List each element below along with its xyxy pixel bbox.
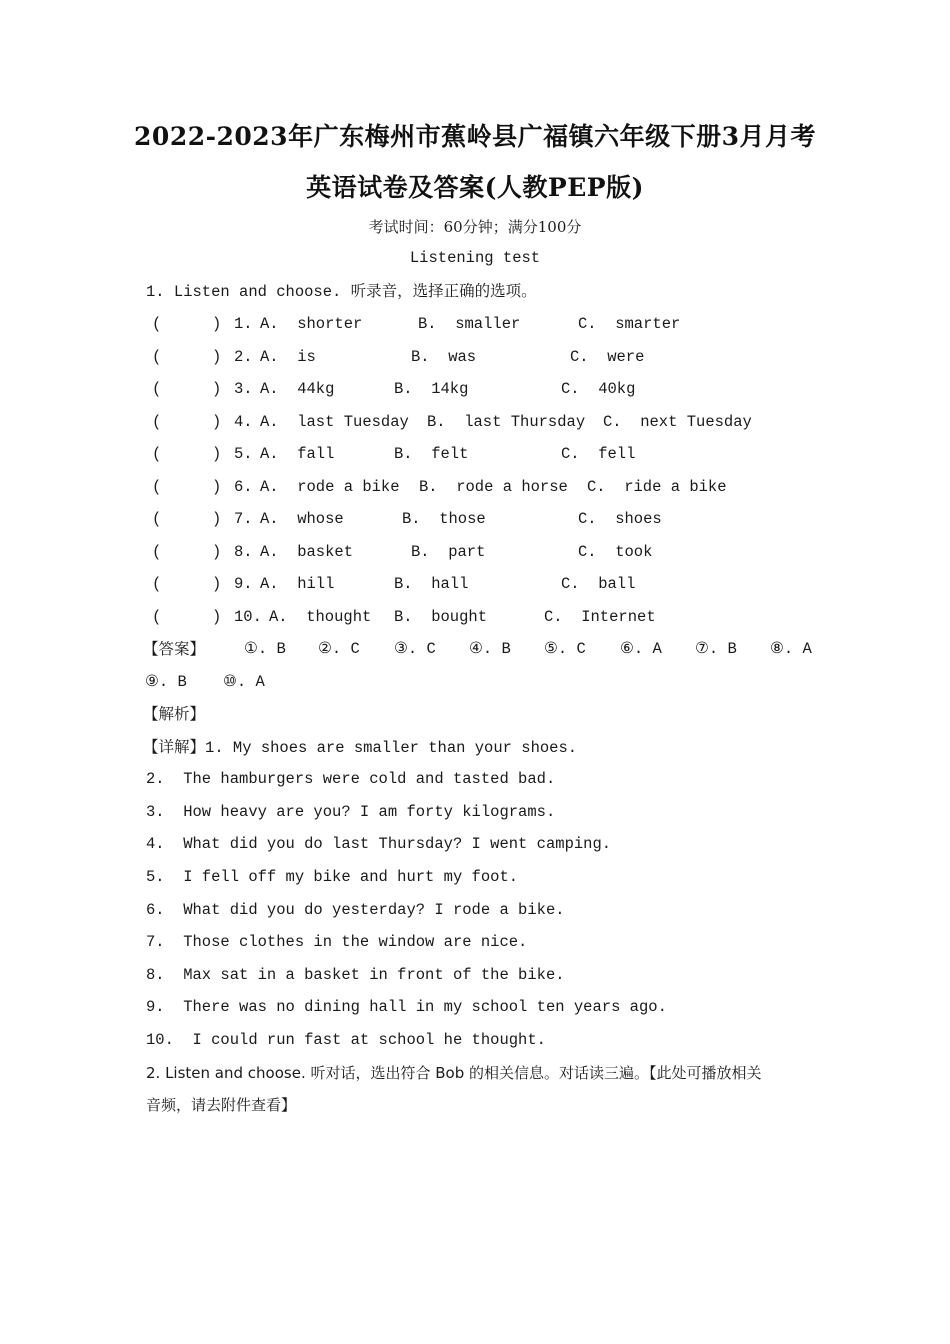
answer-label: 【答案】 xyxy=(143,640,206,658)
answer-item: ⑥. A xyxy=(620,640,662,658)
question-1-item xyxy=(146,475,846,499)
question-1-item xyxy=(146,377,846,401)
question-2-prompt-continued: 音频，请去附件查看】 xyxy=(146,1096,297,1114)
item-number: 2. xyxy=(234,348,253,366)
answer-row-2 xyxy=(146,670,846,694)
answer-paren-open: ( xyxy=(152,478,162,496)
explanation-row xyxy=(143,735,577,759)
option-c: C. took xyxy=(578,543,653,561)
option-b: B. part xyxy=(411,543,486,561)
option-b: B. felt xyxy=(394,445,469,463)
answer-paren-close: ) xyxy=(212,575,222,593)
option-b: B. was xyxy=(411,348,477,366)
option-c: C. shoes xyxy=(578,510,662,528)
option-a: A. last Tuesday xyxy=(260,413,409,431)
explanation-line: 10. I could run fast at school he thought. xyxy=(146,1031,546,1049)
option-c: C. were xyxy=(570,348,645,366)
explanation-line: 2. The hamburgers were cold and tasted bad. xyxy=(146,770,556,788)
answer-item: ⑦. B xyxy=(695,640,737,658)
answer-paren-open: ( xyxy=(152,543,162,561)
option-b: B. bought xyxy=(394,608,488,626)
option-b: B. hall xyxy=(394,575,469,593)
answer-item: ①. B xyxy=(244,640,286,658)
option-c: C. 40kg xyxy=(561,380,636,398)
answer-paren-open: ( xyxy=(152,445,162,463)
option-b: B. 14kg xyxy=(394,380,469,398)
answer-paren-close: ) xyxy=(212,315,222,333)
answer-paren-open: ( xyxy=(152,380,162,398)
explanation-line: 5. I fell off my bike and hurt my foot. xyxy=(146,868,519,886)
explanation-line: 6. What did you do yesterday? I rode a bike. xyxy=(146,901,565,919)
document-title-line-2: 英语试卷及答案(人教PEP版) xyxy=(306,173,644,202)
question-1-item xyxy=(146,605,846,629)
section-heading: Listening test xyxy=(409,249,541,267)
option-a: A. rode a bike xyxy=(260,478,400,496)
option-a: A. thought xyxy=(269,608,372,626)
item-number: 7. xyxy=(234,510,253,528)
question-2-prompt: 2. Listen and choose. 听对话，选出符合 Bob 的相关信息。对话读三遍。【此处可播放相关 xyxy=(146,1064,762,1082)
answer-item: ③. C xyxy=(394,640,436,658)
question-1-prompt: 1. Listen and choose. 听录音，选择正确的选项。 xyxy=(146,283,537,301)
explanation-text: 1. My shoes are smaller than your shoes. xyxy=(205,739,578,757)
item-number: 4. xyxy=(234,413,253,431)
item-number: 10. xyxy=(234,608,262,626)
option-a: A. whose xyxy=(260,510,344,528)
answer-item: ⑤. C xyxy=(544,640,586,658)
option-c: C. Internet xyxy=(544,608,656,626)
option-b: B. last Thursday xyxy=(427,413,586,431)
explanation-line: 7. Those clothes in the window are nice. xyxy=(146,933,528,951)
answer-row-1 xyxy=(143,637,846,661)
answer-paren-open: ( xyxy=(152,413,162,431)
answer-paren-close: ) xyxy=(212,510,222,528)
question-1-item xyxy=(146,572,846,596)
analysis-label: 【解析】 xyxy=(143,705,206,723)
answer-paren-close: ) xyxy=(212,478,222,496)
answer-paren-open: ( xyxy=(152,348,162,366)
document-title-line-1: 2022-2023年广东梅州市蕉岭县广福镇六年级下册3月月考 xyxy=(134,122,816,151)
answer-paren-close: ) xyxy=(212,445,222,463)
option-a: A. 44kg xyxy=(260,380,335,398)
item-number: 6. xyxy=(234,478,253,496)
answer-paren-close: ) xyxy=(212,543,222,561)
option-a: A. shorter xyxy=(260,315,363,333)
option-b: B. those xyxy=(402,510,486,528)
option-b: B. rode a horse xyxy=(419,478,568,496)
answer-paren-open: ( xyxy=(152,575,162,593)
option-c: C. ride a bike xyxy=(587,478,727,496)
answer-item: ④. B xyxy=(469,640,511,658)
question-1-item xyxy=(146,442,846,466)
item-number: 8. xyxy=(234,543,253,561)
answer-paren-close: ) xyxy=(212,348,222,366)
option-c: C. smarter xyxy=(578,315,681,333)
question-1-item xyxy=(146,540,846,564)
answer-item: ⑩. A xyxy=(223,673,265,691)
answer-item: ⑨. B xyxy=(145,673,187,691)
explanation-line: 9. There was no dining hall in my school ten years ago. xyxy=(146,998,667,1016)
option-b: B. smaller xyxy=(418,315,521,333)
item-number: 9. xyxy=(234,575,253,593)
item-number: 3. xyxy=(234,380,253,398)
question-1-item xyxy=(146,345,846,369)
option-a: A. hill xyxy=(260,575,335,593)
answer-paren-open: ( xyxy=(152,608,162,626)
answer-item: ②. C xyxy=(318,640,360,658)
answer-paren-open: ( xyxy=(152,510,162,528)
question-1-item xyxy=(146,507,846,531)
answer-paren-open: ( xyxy=(152,315,162,333)
answer-paren-close: ) xyxy=(212,413,222,431)
option-c: C. ball xyxy=(561,575,636,593)
explanation-line: 4. What did you do last Thursday? I went camping. xyxy=(146,835,612,853)
item-number: 5. xyxy=(234,445,253,463)
option-c: C. next Tuesday xyxy=(603,413,752,431)
answer-paren-close: ) xyxy=(212,380,222,398)
option-a: A. fall xyxy=(260,445,335,463)
exam-info: 考试时间：60分钟；满分100分 xyxy=(368,218,582,236)
item-number: 1. xyxy=(234,315,253,333)
question-1-item xyxy=(146,312,846,336)
option-a: A. is xyxy=(260,348,316,366)
explanation-line: 3. How heavy are you? I am forty kilograms. xyxy=(146,803,556,821)
explanation-line: 8. Max sat in a basket in front of the bike. xyxy=(146,966,565,984)
option-c: C. fell xyxy=(561,445,636,463)
detail-label: 【详解】 xyxy=(143,738,206,756)
answer-item: ⑧. A xyxy=(770,640,812,658)
option-a: A. basket xyxy=(260,543,354,561)
question-1-item xyxy=(146,410,846,434)
answer-paren-close: ) xyxy=(212,608,222,626)
